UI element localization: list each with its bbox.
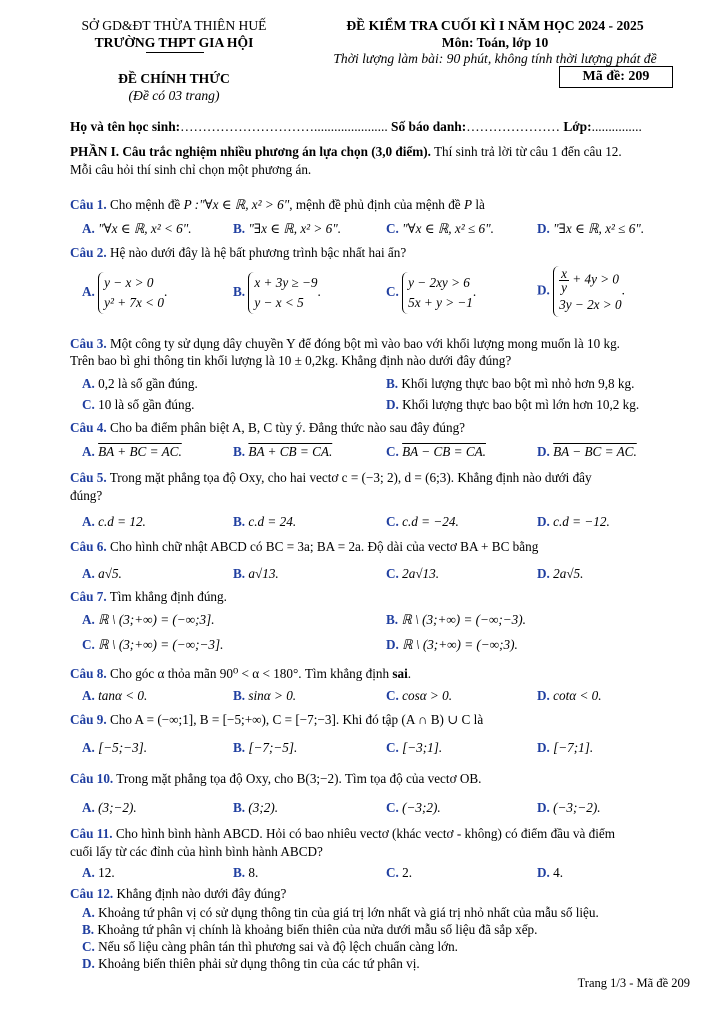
q11-b-text: 8. (248, 865, 259, 880)
q2-c-ineq2: 5x + y > −1 (408, 295, 473, 310)
q3-b-text: Khối lượng thực bao bột mì nhỏ hơn 9,8 kg. (401, 376, 635, 391)
letter-c: C. (82, 397, 95, 412)
class-field[interactable]: ............... (591, 119, 642, 134)
letter-a: A. (82, 376, 95, 391)
q11-text1: Cho hình bình hành ABCD. Hỏi có bao nhiêu vectơ (khác vectơ - không) có điểm đầu và điểm (112, 826, 616, 841)
q9-option-c[interactable] (386, 739, 442, 756)
q10-text: Trong mặt phẳng tọa độ Oxy, cho B(3;−2). Tìm tọa độ của vectơ OB. (113, 771, 482, 786)
q2-d-num: x (561, 266, 567, 281)
letter-a: A. (82, 800, 95, 815)
q2-d-ineq2: 3y − 2x > 0 (559, 297, 622, 312)
letter-a: A. (82, 865, 95, 880)
q9-a-text: [−5;−3]. (98, 740, 148, 755)
letter-a: A. (82, 221, 95, 236)
part1-instr: Thí sinh trả lời từ câu 1 đến câu 12. (430, 144, 622, 159)
q10-b-text: (3;2). (248, 800, 279, 815)
letter-c: C. (82, 637, 95, 652)
q10-option-d[interactable] (537, 799, 601, 816)
q7-option-a[interactable] (82, 611, 215, 628)
letter-c: C. (386, 284, 399, 300)
q1-option-b[interactable] (233, 220, 341, 237)
q5-a-text: c.d = 12. (98, 514, 146, 529)
page-footer: Trang 1/3 - Mã đề 209 (577, 976, 690, 990)
q1-text3: là (472, 197, 485, 212)
q9-b-text: [−7;−5]. (248, 740, 298, 755)
letter-c: C. (82, 939, 95, 954)
letter-d: D. (386, 637, 399, 652)
q9-c-text: [−3;1]. (402, 740, 443, 755)
q9-option-b[interactable] (233, 739, 297, 756)
q7-option-c[interactable] (82, 636, 223, 653)
letter-d: D. (537, 800, 550, 815)
q2-b-ineq1: x + 3y ≥ −9 (254, 275, 318, 290)
q2-option-c[interactable]: C. y − 2xy > 6 5x + y > −1. (386, 272, 476, 314)
letter-d: D. (82, 956, 95, 971)
letter-b: B. (233, 800, 246, 815)
q4-label: Câu 4. (70, 420, 107, 435)
letter-a: A. (82, 566, 95, 581)
letter-b: B. (233, 284, 246, 300)
q8-sai: sai (392, 666, 408, 681)
letter-c: C. (386, 221, 399, 236)
q7-a-text: ℝ \ (3;+∞) = (−∞;3]. (98, 612, 215, 627)
exam-title: ĐỀ KIỂM TRA CUỐI KÌ I NĂM HỌC 2024 - 2025 (346, 18, 644, 33)
q2-d-fraction (559, 267, 569, 294)
question-12 (70, 885, 690, 902)
letter-d: D. (537, 740, 550, 755)
q3-option-c[interactable] (82, 396, 194, 413)
page-count: (Đề có 03 trang) (128, 88, 220, 103)
official-label: ĐỀ CHÍNH THỨC (118, 71, 230, 86)
letter-b: B. (233, 865, 246, 880)
q1-text2: , mệnh đề phủ định của mệnh đề (289, 197, 464, 212)
q2-c-system (402, 272, 473, 314)
question-7 (70, 588, 690, 605)
q8-b-text: sinα > 0. (248, 688, 297, 703)
q1-option-a[interactable] (82, 220, 192, 237)
q10-d-text: (−3;−2). (553, 800, 601, 815)
question-11 (70, 825, 690, 842)
q5-text1: Trong mặt phẳng tọa độ Oxy, cho hai vectơ c = (−3; 2), d = (6;3). Khẳng định nào dưới đây (106, 470, 592, 485)
q6-c-text: 2a√13. (402, 566, 440, 581)
q2-text: Hệ nào dưới đây là hệ bất phương trình bậc nhất hai ẩn? (106, 245, 407, 260)
name-label: Họ và tên học sinh: (70, 119, 181, 134)
q4-option-d[interactable] (537, 443, 637, 460)
q5-option-c[interactable] (386, 513, 459, 530)
q2-option-d[interactable]: D. $\frac{x}{y}$ + 4y > 0 3y − 2x > 0. (537, 266, 625, 317)
q8-label: Câu 8. (70, 666, 107, 681)
q5-option-b[interactable] (233, 513, 296, 530)
q3-text2: Trên bao bì ghi thông tin khối lượng là 10 ± 0,2kg. Khẳng định nào dưới đây đúng? (70, 353, 512, 368)
duration (300, 50, 690, 67)
part1-heading (70, 143, 690, 160)
letter-d: D. (386, 397, 399, 412)
question-3 (70, 335, 690, 352)
q12-c-text: Nếu số liệu càng phân tán thì phương sai và độ lệch chuẩn càng lớn. (98, 939, 458, 954)
q9-option-d[interactable] (537, 739, 593, 756)
letter-b: B. (233, 566, 246, 581)
q4-c-text: BA − CB = CA. (402, 444, 486, 459)
q7-option-d[interactable] (386, 636, 518, 653)
exam-code-box: Mã đề: 209 (559, 66, 673, 88)
q1-a-text: "∀x ∈ ℝ, x² < 6". (98, 221, 192, 236)
q2-label: Câu 2. (70, 245, 107, 260)
q1-b-text: "∃x ∈ ℝ, x² > 6". (248, 221, 342, 236)
department: SỞ GD&ĐT THỪA THIÊN HUẾ (81, 18, 267, 33)
q12-text: Khẳng định nào dưới đây đúng? (113, 886, 287, 901)
q6-d-text: 2a√5. (553, 566, 584, 581)
q7-label: Câu 7. (70, 589, 107, 604)
question-6 (70, 538, 690, 555)
q11-a-text: 12. (98, 865, 115, 880)
q5-text2: đúng? (70, 488, 103, 503)
q1-label: Câu 1. (70, 197, 107, 212)
q7-option-b[interactable] (386, 611, 526, 628)
letter-b: B. (82, 922, 95, 937)
q4-d-text: BA − BC = AC. (553, 444, 637, 459)
letter-c: C. (386, 865, 399, 880)
q5-option-d[interactable] (537, 513, 610, 530)
q9-d-text: [−7;1]. (553, 740, 594, 755)
q7-b-text: ℝ \ (3;+∞) = (−∞;−3). (401, 612, 526, 627)
q6-option-d[interactable] (537, 565, 583, 582)
name-field[interactable]: …………………………...................... (180, 119, 388, 134)
q5-b-text: c.d = 24. (248, 514, 297, 529)
q11-c-text: 2. (402, 865, 413, 880)
q3-c-text: 10 là số gần đúng. (98, 397, 195, 412)
q10-c-text: (−3;2). (402, 800, 441, 815)
q5-d-text: c.d = −12. (553, 514, 610, 529)
question-4 (70, 419, 690, 436)
q4-text: Cho ba điểm phân biệt A, B, C tùy ý. Đẳng thức nào sau đây đúng? (106, 420, 466, 435)
q2-a-system (98, 272, 164, 314)
q3-a-text: 0,2 là số gần đúng. (98, 376, 198, 391)
question-2 (70, 244, 690, 261)
q11-option-a[interactable] (82, 864, 115, 881)
letter-c: C. (386, 688, 399, 703)
question-5 (70, 469, 690, 486)
part1-title: PHẦN I. Câu trắc nghiệm nhiều phương án lựa chọn (3,0 điểm). (70, 144, 431, 159)
letter-b: B. (233, 514, 246, 529)
letter-d: D. (537, 221, 550, 236)
q3-text1: Một công ty sử dụng dây chuyền Y để đóng bột mì vào bao với khối lượng mong muốn là 10 kg. (106, 336, 620, 351)
q3-option-a[interactable] (82, 375, 198, 392)
school-name: TRƯỜNG THPT GIA HỘI (94, 35, 254, 50)
q11-d-text: 4. (553, 865, 564, 880)
q9-text: Cho A = (−∞;1], B = [−5;+∞), C = [−7;−3]. Khi đó tập (A ∩ B) ∪ C là (106, 712, 484, 727)
q4-a-text: BA + BC = AC. (98, 444, 182, 459)
subject: Môn: Toán, lớp 10 (441, 35, 549, 50)
q2-d-den: y (561, 280, 567, 295)
part1-instr2: Mỗi câu hỏi thí sinh chỉ chọn một phương án. (70, 162, 312, 177)
class-label: Lớp: (563, 119, 592, 134)
q11-option-d[interactable] (537, 864, 563, 881)
letter-b: B. (233, 221, 246, 236)
q2-a-ineq1: y − x > 0 (104, 275, 154, 290)
letter-b: B. (386, 612, 399, 627)
q4-option-a[interactable] (82, 443, 182, 460)
q12-label: Câu 12. (70, 886, 114, 901)
letter-a: A. (82, 514, 95, 529)
q6-b-text: a√13. (248, 566, 279, 581)
letter-a: A. (82, 284, 95, 300)
q2-b-ineq2: y − x < 5 (254, 295, 304, 310)
letter-d: D. (537, 514, 550, 529)
q12-a-text: Khoảng tứ phân vị có sử dụng thông tin của giá trị lớn nhất và giá trị nhỏ nhất của mẫu số liệu. (98, 905, 599, 920)
letter-d: D. (537, 566, 550, 581)
q6-option-c[interactable] (386, 565, 439, 582)
q7-d-text: ℝ \ (3;+∞) = (−∞;3). (402, 637, 518, 652)
q6-option-a[interactable] (82, 565, 122, 582)
q7-text: Tìm khẳng định đúng. (106, 589, 227, 604)
q3-d-text: Khối lượng thực bao bột mì lớn hơn 10,2 kg. (402, 397, 640, 412)
q8-option-b[interactable] (233, 687, 296, 704)
letter-d: D. (537, 688, 550, 703)
letter-b: B. (233, 740, 246, 755)
q8-a-text: tanα < 0. (98, 688, 148, 703)
q4-b-text: BA + CB = CA. (248, 444, 333, 459)
letter-b: B. (233, 688, 246, 703)
q10-option-c[interactable] (386, 799, 441, 816)
letter-c: C. (386, 800, 399, 815)
letter-c: C. (386, 444, 399, 459)
letter-a: A. (82, 444, 95, 459)
letter-c: C. (386, 566, 399, 581)
q8-option-a[interactable] (82, 687, 147, 704)
letter-c: C. (386, 514, 399, 529)
q2-c-ineq1: y − 2xy > 6 (408, 275, 470, 290)
letter-a: A. (82, 905, 95, 920)
letter-d: D. (537, 444, 550, 459)
q8-option-d[interactable] (537, 687, 602, 704)
sbd-field[interactable]: ………………… (466, 119, 560, 134)
student-info-line (70, 118, 690, 135)
q8-c-text: cosα > 0. (402, 688, 453, 703)
q5-label: Câu 5. (70, 470, 107, 485)
q10-option-b[interactable] (233, 799, 278, 816)
q12-d-text: Khoảng biến thiên phải sử dụng thông tin của các tứ phân vị. (98, 956, 420, 971)
letter-a: A. (82, 612, 95, 627)
q2-option-a[interactable]: A. y − x > 0 y² + 7x < 0. (82, 272, 167, 314)
q2-d-ineq1: + 4y > 0 (568, 271, 620, 287)
q1-text: Cho mệnh đề (106, 197, 184, 212)
q11-text2: cuối lấy từ các đỉnh của hình bình hành ABCD? (70, 844, 323, 859)
letter-d: D. (537, 282, 550, 298)
q1-p2: P (463, 197, 473, 212)
letter-b: B. (233, 444, 246, 459)
q3-option-d[interactable] (386, 396, 639, 413)
question-9 (70, 711, 690, 728)
question-1 (70, 196, 690, 213)
q9-label: Câu 9. (70, 712, 107, 727)
q1-option-d[interactable] (537, 220, 644, 237)
q2-option-b[interactable]: B. x + 3y ≥ −9 y − x < 5. (233, 272, 321, 314)
q3-label: Câu 3. (70, 336, 107, 351)
question-10 (70, 770, 690, 787)
q3-option-b[interactable] (386, 375, 634, 392)
q7-c-text: ℝ \ (3;+∞) = (−∞;−3]. (98, 637, 224, 652)
q2-d-system (553, 266, 621, 317)
q10-option-a[interactable] (82, 799, 137, 816)
q5-c-text: c.d = −24. (402, 514, 459, 529)
q11-label: Câu 11. (70, 826, 113, 841)
q1-d-text: "∃x ∈ ℝ, x² ≤ 6". (553, 221, 645, 236)
q10-a-text: (3;−2). (98, 800, 137, 815)
q4-option-b[interactable] (233, 443, 332, 460)
q6-text: Cho hình chữ nhật ABCD có BC = 3a; BA = 2a. Độ dài của vectơ BA + BC bằng (106, 539, 539, 554)
letter-a: A. (82, 688, 95, 703)
q6-label: Câu 6. (70, 539, 107, 554)
q12-option-b[interactable] (82, 921, 537, 938)
q1-option-c[interactable] (386, 220, 494, 237)
q8-d-text: cotα < 0. (553, 688, 602, 703)
q12-option-d[interactable] (82, 955, 420, 972)
q8-text: Cho góc α thỏa mãn 90⁰ < α < 180°. Tìm khẳng định (106, 666, 393, 681)
q1-prop: P :"∀x ∈ ℝ, x² > 6" (183, 197, 290, 212)
duration-text: Thời lượng làm bài: 90 phút, (333, 51, 495, 66)
q5-option-a[interactable] (82, 513, 146, 530)
q10-label: Câu 10. (70, 771, 114, 786)
q2-a-ineq2: y² + 7x < 0 (104, 295, 164, 310)
q11-option-b[interactable] (233, 864, 258, 881)
q9-option-a[interactable] (82, 739, 147, 756)
q12-option-c[interactable] (82, 938, 458, 955)
q8-option-c[interactable] (386, 687, 452, 704)
duration-note: không tính thời lượng phát đề (494, 51, 657, 66)
question-8 (70, 665, 690, 682)
q12-b-text: Khoảng tứ phân vị chính là khoảng biến thiên của nửa dưới mẫu số liệu đã sắp xếp. (97, 922, 538, 937)
q1-c-text: "∀x ∈ ℝ, x² ≤ 6". (402, 221, 494, 236)
school-underline (146, 52, 204, 53)
letter-d: D. (537, 865, 550, 880)
q8-dot: . (407, 666, 412, 681)
q6-option-b[interactable] (233, 565, 279, 582)
letter-a: A. (82, 740, 95, 755)
q12-option-a[interactable] (82, 904, 599, 921)
letter-b: B. (386, 376, 399, 391)
q11-option-c[interactable] (386, 864, 412, 881)
letter-c: C. (386, 740, 399, 755)
q2-b-system (248, 272, 317, 314)
q4-option-c[interactable] (386, 443, 486, 460)
sbd-label: Số báo danh: (391, 119, 467, 134)
q6-a-text: a√5. (98, 566, 122, 581)
